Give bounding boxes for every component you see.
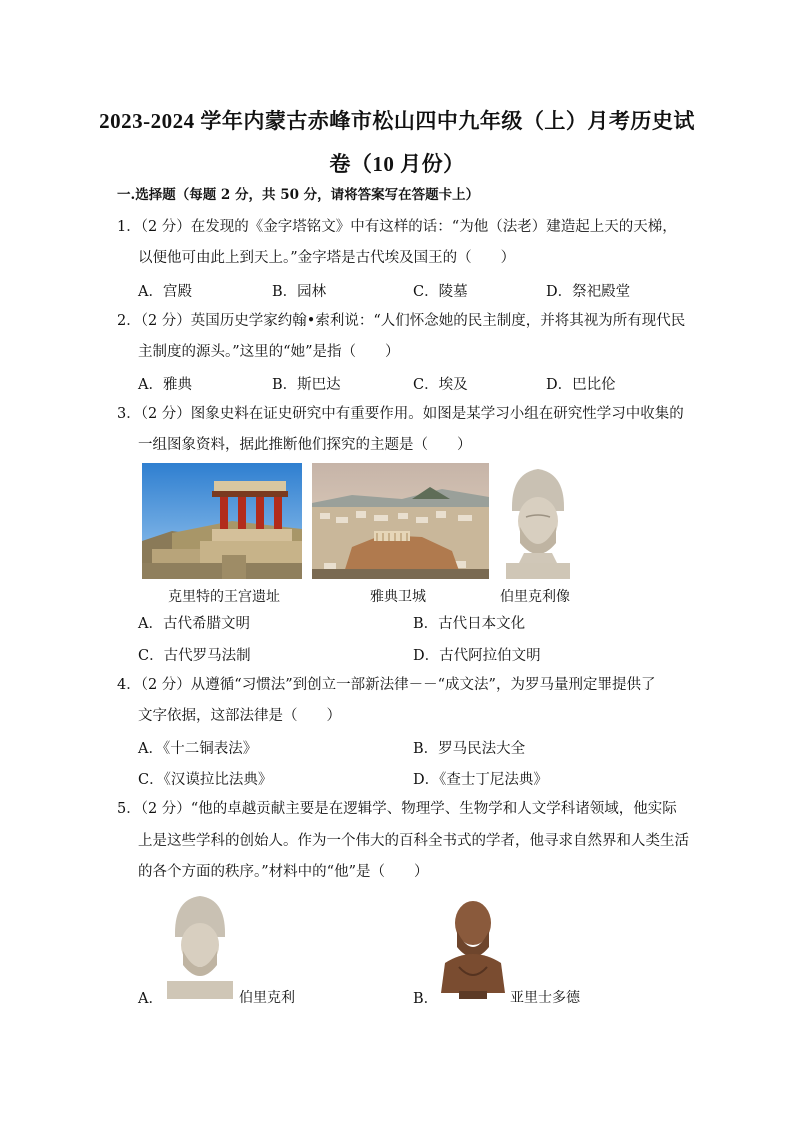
question-2-option-b[interactable]: B．斯巴达	[272, 377, 341, 393]
question-4-option-a[interactable]: A．《十二铜表法》	[138, 741, 258, 757]
question-5-option-a-caption: 伯里克利	[239, 990, 295, 1006]
question-4-option-b[interactable]: B．罗马民法大全	[413, 741, 526, 757]
figure-1-caption: 克里特的王宫遗址	[168, 589, 280, 605]
question-1-option-d[interactable]: D．祭祀殿堂	[546, 284, 631, 300]
question-2-option-a[interactable]: A．雅典	[138, 377, 192, 393]
question-4-option-c[interactable]: C．《汉谟拉比法典》	[138, 772, 273, 788]
palace-ruins-photo	[142, 463, 302, 579]
pericles-bust-photo	[498, 465, 578, 579]
question-5-option-b-caption: 亚里士多德	[510, 990, 580, 1006]
question-3-line-2: 一组图象资料，据此推断他们探究的主题是（ ）	[138, 437, 472, 453]
aristotle-bust-option-photo[interactable]	[439, 893, 507, 999]
question-3-option-a[interactable]: A．古代希腊文明	[138, 616, 250, 632]
section-heading: 一.选择题（每题 2 分，共 50 分，请将答案写在答题卡上）	[117, 187, 480, 203]
question-3-line-1: 3．（2 分）图象史料在证史研究中有重要作用。如图是某学习小组在研究性学习中收集的	[117, 406, 684, 422]
exam-title-line-1: 2023-2024 学年内蒙古赤峰市松山四中九年级（上）月考历史试	[99, 109, 695, 133]
question-3-option-d[interactable]: D．古代阿拉伯文明	[413, 648, 541, 664]
question-2-line-2: 主制度的源头。”这里的“她”是指（ ）	[138, 344, 400, 360]
question-2-line-1: 2．（2 分）英国历史学家约翰•索利说：“人们怀念她的民主制度，并将其视为所有现代民	[117, 313, 686, 329]
question-1-option-a[interactable]: A．宫殿	[138, 284, 192, 300]
figure-3-caption: 伯里克利像	[500, 589, 570, 605]
question-5-option-a[interactable]: A．	[138, 991, 163, 1007]
figure-2-caption: 雅典卫城	[370, 589, 426, 605]
question-1-option-b[interactable]: B．园林	[272, 284, 327, 300]
question-2-option-c[interactable]: C．埃及	[413, 377, 468, 393]
question-3-option-b[interactable]: B．古代日本文化	[413, 616, 526, 632]
question-5-line-1: 5．（2 分）“他的卓越贡献主要是在逻辑学、物理学、生物学和人文学科诸领域，他实际	[117, 801, 677, 817]
question-5-line-3: 的各个方面的秩序。”材料中的“他”是（ ）	[138, 864, 429, 880]
question-1-line-1: 1．（2 分）在发现的《金字塔铭文》中有这样的话：“为他（法老）建造起上天的天梯，	[117, 219, 677, 235]
question-4-line-1: 4．（2 分）从遵循“习惯法”到创立一部新法律－－“成文法”，为罗马量刑定罪提供了	[117, 677, 656, 693]
question-3-option-c[interactable]: C．古代罗马法制	[138, 648, 251, 664]
acropolis-photo	[312, 463, 489, 579]
question-5-line-2: 上是这些学科的创始人。作为一个伟大的百科全书式的学者，他寻求自然界和人类生活	[138, 833, 689, 849]
question-1-option-c[interactable]: C．陵墓	[413, 284, 468, 300]
question-1-line-2: 以便他可由此上到天上。”金字塔是古代埃及国王的（ ）	[138, 250, 516, 266]
exam-title-line-2: 卷（10 月份）	[329, 152, 465, 176]
question-5-option-b[interactable]: B．	[413, 991, 439, 1007]
pericles-bust-option-photo[interactable]	[163, 893, 237, 999]
question-2-option-d[interactable]: D．巴比伦	[546, 377, 616, 393]
question-4-option-d[interactable]: D．《查士丁尼法典》	[413, 772, 548, 788]
question-4-line-2: 文字依据，这部法律是（ ）	[138, 708, 341, 724]
